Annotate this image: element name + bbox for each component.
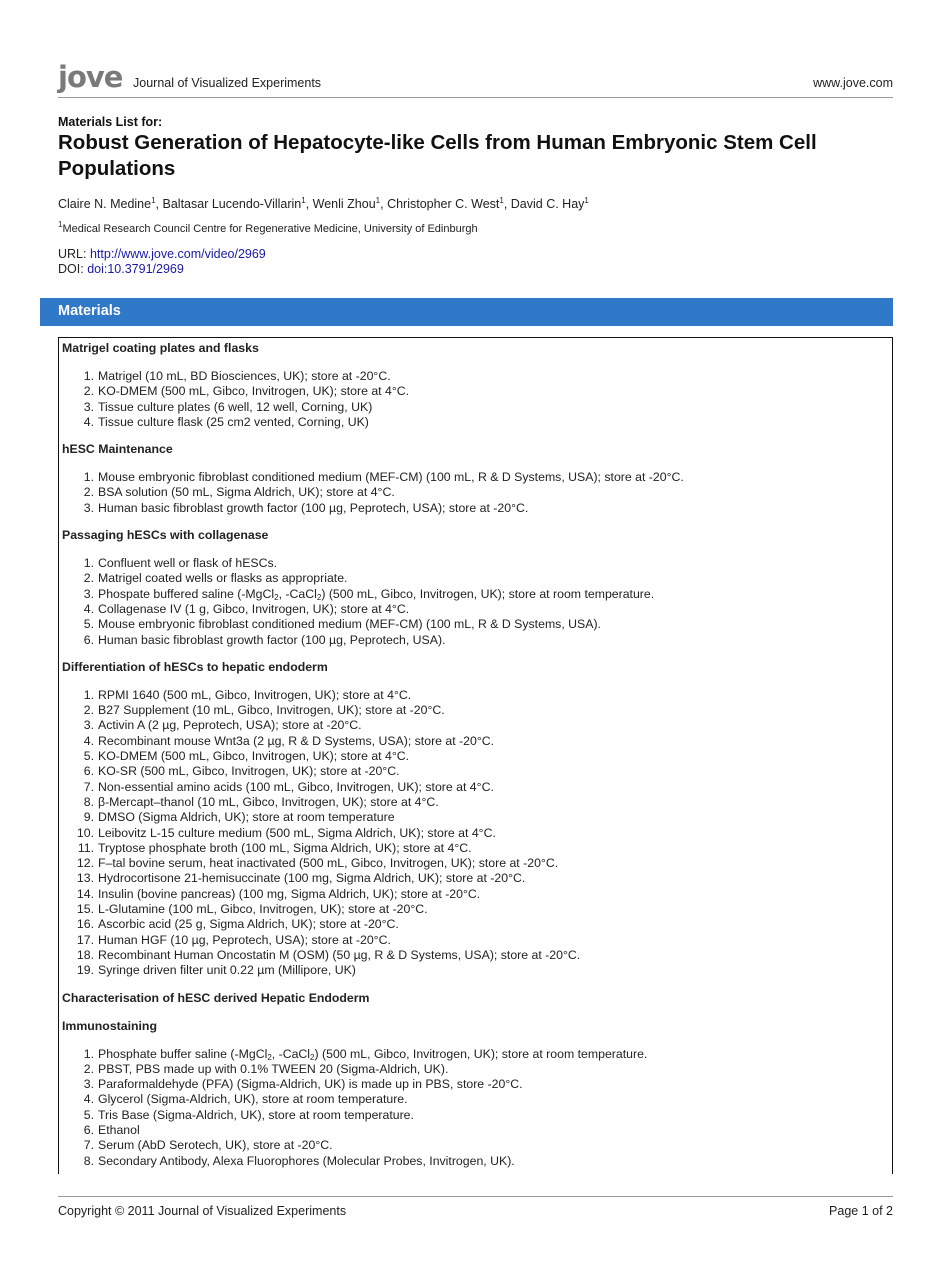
item-text: Non-essential amino acids (100 mL, Gibco, Invitrogen, UK); store at 4°C. [98,779,494,794]
item-text: Mouse embryonic fibroblast conditioned medium (MEF-CM) (100 mL, R & D Systems, USA). [98,617,601,632]
item-text: Phospate buffered saline (-MgCl$_2$, -CaCl$_2$) (500 mL, Gibco, Invitrogen, UK); store at room temperature. [98,586,655,602]
item-text: Secondary Antibody, Alexa Fluorophores (Molecular Probes, Invitrogen, UK). [98,1153,515,1168]
item-number: 4. [83,601,94,616]
list-item [62,810,887,825]
item-text: Ethanol [98,1122,140,1137]
materials-list [62,369,887,430]
item-number: 17. [76,932,94,947]
item-text: β-Mercapt–thanol (10 mL, Gibco, Invitrogen, UK); store at 4°C. [98,794,439,809]
materials-list [62,470,887,516]
list-item [62,571,887,586]
list-item [62,703,887,718]
item-text: BSA solution (50 mL, Sigma Aldrich, UK); store at 4°C. [98,485,395,500]
item-text: Glycerol (Sigma-Aldrich, UK), store at room temperature. [98,1092,408,1107]
item-number: 5. [83,1107,94,1122]
item-number: 1. [83,687,94,702]
list-item [62,501,887,516]
item-text: Tryptose phosphate broth (100 mL, Sigma Aldrich, UK); store at 4°C. [98,840,472,855]
item-number: 2. [83,703,94,718]
author-affiliation-mark: 1 [375,196,381,205]
item-text: B27 Supplement (10 mL, Gibco, Invitrogen, UK); store at -20°C. [98,703,445,718]
page-number: Page 1 of 2 [829,1204,893,1218]
video-url-link[interactable]: http://www.jove.com/video/2969 [89,247,266,261]
item-number: 16. [76,917,94,932]
section-title: Immunostaining [62,1018,157,1033]
author-list: Claire N. Medine$^1$, Baltasar Lucendo-Villarin$^1$, Wenli Zhou$^1$, Christopher C. West$^1$, David C. Hay$^1$ [58,196,589,211]
item-number: 2. [83,1061,94,1076]
item-text: Recombinant mouse Wnt3a (2 µg, R & D Systems, USA); store at -20°C. [98,733,495,748]
section-title: Differentiation of hESCs to hepatic endoderm [62,659,328,674]
item-number: 7. [83,779,94,794]
materials-list [62,556,887,648]
list-item [62,1092,887,1107]
item-text: Tissue culture plates (6 well, 12 well, Corning, UK) [98,399,373,414]
list-item [62,734,887,749]
list-item [62,749,887,764]
author: Baltasar Lucendo-Villarin [162,197,302,211]
item-number: 14. [76,886,94,901]
item-number: 13. [76,871,94,886]
author-affiliation-mark: 1 [151,196,156,205]
item-number: 10. [76,825,94,840]
list-item [62,826,887,841]
item-number: 6. [83,632,94,647]
author: Christopher C. West [387,197,500,211]
list-item [62,856,887,871]
article-links [58,247,266,277]
url-line [58,247,266,262]
item-number: 1. [83,1046,94,1061]
list-item [62,1062,887,1077]
list-item [62,602,887,617]
page-footer [58,1196,893,1218]
materials-list [62,1047,887,1169]
item-text: Matrigel coated wells or flasks as appropriate. [98,571,348,586]
list-item [62,587,887,602]
item-text: Serum (AbD Serotech, UK), store at -20°C. [98,1138,333,1153]
item-number: 4. [83,1092,94,1107]
item-number: 1. [83,556,94,571]
article-title: Robust Generation of Hepatocyte-like Cells from Human Embryonic Stem Cell Populations [58,131,817,180]
item-number: 18. [76,947,94,962]
section-title: hESC Maintenance [62,442,173,457]
item-text: Syringe driven filter unit 0.22 µm (Millipore, UK) [98,963,356,978]
list-item [62,485,887,500]
page-header [58,58,893,98]
author-affiliation-mark: 1 [301,196,306,205]
list-item [62,1077,887,1092]
item-number: 19. [76,963,94,978]
item-number: 7. [83,1138,94,1153]
item-number: 6. [83,764,94,779]
list-item [62,1123,887,1138]
list-item [62,887,887,902]
list-item [62,415,887,430]
item-text: KO-DMEM (500 mL, Gibco, Invitrogen, UK); store at 4°C. [98,384,410,399]
list-item [62,764,887,779]
item-text: Insulin (bovine pancreas) (100 mg, Sigma Aldrich, UK); store at -20°C. [98,886,481,901]
item-text: Tissue culture flask (25 cm2 vented, Corning, UK) [98,414,369,429]
item-number: 4. [83,733,94,748]
item-text: Collagenase IV (1 g, Gibco, Invitrogen, UK); store at 4°C. [98,601,410,616]
author: Claire N. Medine [58,197,152,211]
item-text: KO-SR (500 mL, Gibco, Invitrogen, UK); store at -20°C. [98,764,400,779]
list-item [62,718,887,733]
list-item [62,1047,887,1062]
item-number: 3. [83,718,94,733]
list-item [62,470,887,485]
item-text: Phosphate buffer saline (-MgCl$_2$, -CaCl$_2$) (500 mL, Gibco, Invitrogen, UK); store at room temperature. [98,1046,648,1062]
item-text: Tris Base (Sigma-Aldrich, UK), store at room temperature. [98,1107,414,1122]
list-item [62,384,887,399]
item-number: 2. [83,571,94,586]
item-number: 9. [83,810,94,825]
materials-list [62,688,887,979]
item-number: 3. [83,586,94,601]
item-number: 4. [83,414,94,429]
list-item [62,963,887,978]
list-item [62,948,887,963]
url-label: URL: [58,247,87,261]
item-number: 3. [83,1077,94,1092]
item-number: 6. [83,1122,94,1137]
materials-list-kicker: Materials List for: [58,115,163,129]
section-title: Characterisation of hESC derived Hepatic Endoderm [62,990,370,1005]
list-item [62,633,887,648]
item-number: 8. [83,1153,94,1168]
item-text: KO-DMEM (500 mL, Gibco, Invitrogen, UK); store at 4°C. [98,749,410,764]
list-item [62,617,887,632]
list-item [62,871,887,886]
materials-heading: Materials [40,298,893,326]
author: David C. Hay [510,197,585,211]
affiliation-mark: 1 [58,220,63,229]
item-number: 11. [77,840,94,855]
item-text: F–tal bovine serum, heat inactivated (500 mL, Gibco, Invitrogen, UK); store at -20°C. [98,856,559,871]
author: Wenli Zhou [312,197,376,211]
item-number: 3. [83,500,94,515]
list-item [62,902,887,917]
jove-logo[interactable]: jove [58,60,123,94]
item-text: Paraformaldehyde (PFA) (Sigma-Aldrich, UK) is made up in PBS, store -20°C. [98,1077,523,1092]
item-text: Confluent well or flask of hESCs. [98,556,278,571]
list-item [62,917,887,932]
list-item [62,1138,887,1153]
list-item [62,400,887,415]
doi-label: DOI: [58,262,84,276]
item-number: 5. [83,617,94,632]
item-text: Activin A (2 µg, Peprotech, USA); store at -20°C. [98,718,362,733]
item-text: DMSO (Sigma Aldrich, UK); store at room temperature [98,810,395,825]
item-number: 2. [83,384,94,399]
item-text: Matrigel (10 mL, BD Biosciences, UK); store at -20°C. [98,369,391,383]
list-item [62,369,887,384]
author-affiliation-mark: 1 [499,196,504,205]
list-item [62,795,887,810]
doi-link[interactable]: doi:10.3791/2969 [87,262,184,276]
list-item [62,688,887,703]
item-number: 3. [83,399,94,414]
doi-line [58,262,266,277]
list-item [62,556,887,571]
item-text: Recombinant Human Oncostatin M (OSM) (50 µg, R & D Systems, USA); store at -20°C. [98,947,581,962]
item-text: Ascorbic acid (25 g, Sigma Aldrich, UK); store at -20°C. [98,917,399,932]
item-text: PBST, PBS made up with 0.1% TWEEN 20 (Sigma-Aldrich, UK). [98,1061,449,1076]
list-item [62,933,887,948]
list-item [62,780,887,795]
item-number: 5. [83,749,94,764]
item-text: Human basic fibroblast growth factor (100 µg, Peprotech, USA); store at -20°C. [98,500,529,515]
item-text: Human HGF (10 µg, Peprotech, USA); store at -20°C. [98,932,391,947]
item-number: 1. [83,369,94,383]
section-title: Passaging hESCs with collagenase [62,528,269,543]
journal-name: Journal of Visualized Experiments [133,76,322,90]
site-url[interactable]: www.jove.com [813,76,893,90]
item-text: Mouse embryonic fibroblast conditioned medium (MEF-CM) (100 mL, R & D Systems, USA); store at -20°C. [98,470,684,485]
materials-content [62,341,887,1174]
section-title: Matrigel coating plates and flasks [62,341,259,355]
list-item [62,841,887,856]
list-item [62,1154,887,1169]
affiliation [58,220,478,235]
item-text: L-Glutamine (100 mL, Gibco, Invitrogen, UK); store at -20°C. [98,902,428,917]
item-number: 2. [83,485,94,500]
item-text: Human basic fibroblast growth factor (100 µg, Peprotech, USA). [98,632,446,647]
copyright-notice: Copyright © 2011 Journal of Visualized Experiments [58,1204,347,1218]
item-number: 8. [83,794,94,809]
list-item [62,1108,887,1123]
item-number: 15. [76,902,94,917]
item-text: Leibovitz L-15 culture medium (500 mL, Sigma Aldrich, UK); store at 4°C. [98,825,496,840]
item-text: RPMI 1640 (500 mL, Gibco, Invitrogen, UK); store at 4°C. [98,687,412,702]
item-text: Hydrocortisone 21-hemisuccinate (100 mg, Sigma Aldrich, UK); store at -20°C. [98,871,526,886]
item-number: 1. [83,470,94,485]
affiliation-text: Medical Research Council Centre for Regenerative Medicine, University of Edinburgh [62,223,478,235]
item-number: 12. [76,856,94,871]
author-affiliation-mark: 1 [584,196,589,205]
materials-box [58,337,893,1174]
